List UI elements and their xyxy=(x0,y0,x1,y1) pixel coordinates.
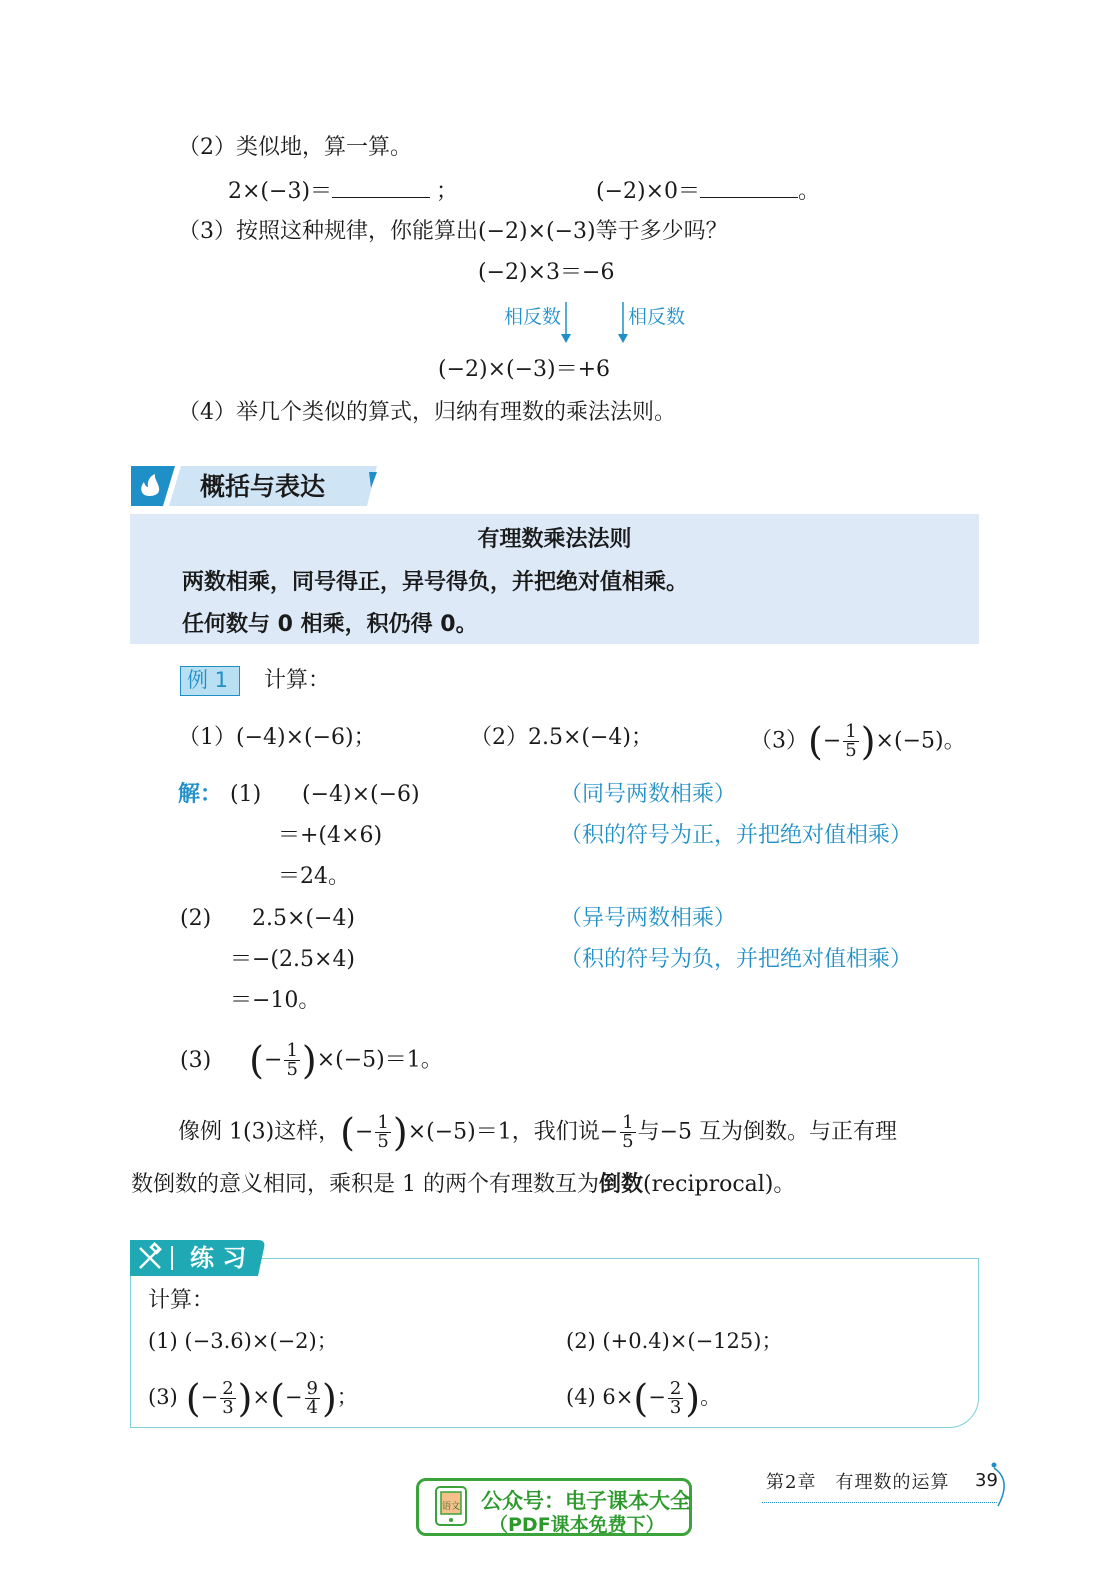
solution-3-tail: ×(−5)＝1。 xyxy=(316,1047,443,1073)
rule-line-1: 两数相乘，同号得正，异号得负，并把绝对值相乘。 xyxy=(182,570,689,595)
left-paren: ( xyxy=(808,719,823,764)
fraction xyxy=(220,1380,235,1417)
practice-part-3-label: (3) xyxy=(148,1385,178,1409)
q2-a xyxy=(228,176,458,207)
q3-arrow-left-label: 相反数 xyxy=(504,306,562,328)
fraction-denominator: 3 xyxy=(669,1397,682,1418)
solution-1-note-2: （积的符号为正，并把绝对值相乘） xyxy=(560,823,913,848)
q2-b-end: 。 xyxy=(798,179,821,204)
fraction xyxy=(375,1114,390,1151)
right-paren: ) xyxy=(321,1376,337,1421)
paragraph-line-2-b: (reciprocal)。 xyxy=(643,1172,796,1197)
paragraph-part-b: ×(−5)＝1，我们说− xyxy=(407,1119,619,1145)
practice-part-2: (2) (+0.4)×(−125)； xyxy=(566,1329,783,1353)
example-part-3-label: （3） xyxy=(750,728,808,754)
fraction-denominator: 5 xyxy=(845,740,857,761)
solution-1-line-3: ＝24。 xyxy=(278,864,350,889)
minus-sign: − xyxy=(822,728,842,754)
footer-divider xyxy=(762,1502,997,1503)
q2-b xyxy=(596,176,820,207)
minus-sign: − xyxy=(354,1119,374,1145)
q2-b-expr: (−2)×0＝ xyxy=(596,179,701,204)
fraction-denominator: 5 xyxy=(377,1131,389,1152)
q4-label: （4）举几个类似的算式，归纳有理数的乘法法则。 xyxy=(178,400,676,425)
practice-part-4-end: 。 xyxy=(700,1385,722,1409)
rule-box xyxy=(130,514,979,644)
example-part-3-tail: ×(−5)。 xyxy=(875,728,966,754)
practice-part-1: (1) (−3.6)×(−2)； xyxy=(148,1329,338,1353)
paragraph-line-2-a: 数倒数的意义相同，乘积是 1 的两个有理数互为 xyxy=(131,1172,599,1197)
fraction-numerator: 1 xyxy=(622,1112,634,1133)
stamp-line-2: （PDF课本免费下） xyxy=(489,1514,665,1536)
left-paren: ( xyxy=(185,1376,201,1421)
left-paren: ( xyxy=(249,1038,264,1083)
left-paren: ( xyxy=(633,1376,649,1421)
q2-label: （2）类似地，算一算。 xyxy=(178,135,412,160)
practice-part-3: (3) (− $\frac{2}{3}$ )×(− $\frac{9}{4}$ )； xyxy=(148,1376,358,1421)
left-paren: ( xyxy=(340,1110,355,1155)
q3-label: （3）按照这种规律，你能算出(−2)×(−3)等于多少吗？ xyxy=(178,219,728,244)
practice-prompt: 计算： xyxy=(148,1288,215,1313)
paragraph-line-1 xyxy=(178,1110,898,1155)
q3-eq-bottom: (−2)×(−3)＝+6 xyxy=(438,357,611,382)
page-corner-arc-icon xyxy=(990,1462,1016,1508)
fraction xyxy=(668,1380,683,1417)
fraction-numerator: 9 xyxy=(306,1378,318,1399)
practice-tab-label: 练 习 xyxy=(190,1244,247,1272)
stamp-icon-text: 语文 xyxy=(441,1502,461,1512)
minus-sign: − xyxy=(284,1385,303,1409)
paragraph-part-a: 像例 1(3)这样， xyxy=(178,1119,341,1145)
fraction-numerator: 2 xyxy=(669,1378,682,1399)
page-number: 39 xyxy=(975,1470,998,1491)
q3-eq-top: (−2)×3＝−6 xyxy=(478,260,615,285)
q3-arrow-right-label: 相反数 xyxy=(628,306,686,328)
example-tag: 例 1 xyxy=(180,666,240,696)
fraction xyxy=(843,723,858,760)
practice-part-3-end: ； xyxy=(336,1385,358,1409)
down-arrow-icon xyxy=(617,300,629,344)
example-part-1: （1）(−4)×(−6)； xyxy=(178,725,376,750)
fraction xyxy=(305,1380,320,1417)
solution-1-line-2: ＝+(4×6) xyxy=(278,823,383,848)
solution-2-line-3: ＝−10。 xyxy=(230,988,321,1013)
fraction-numerator: 1 xyxy=(377,1112,389,1133)
practice-part-4-label: (4) 6× xyxy=(566,1385,634,1409)
solution-1-label: (1) xyxy=(230,782,262,807)
q2-a-expr: 2×(−3)＝ xyxy=(228,179,333,204)
paragraph-line-2 xyxy=(131,1170,795,1200)
q2-a-blank[interactable] xyxy=(332,176,430,198)
rule-line-2: 任何数与 0 相乘，积仍得 0。 xyxy=(182,612,478,637)
minus-sign: − xyxy=(200,1385,219,1409)
example-prompt: 计算： xyxy=(264,668,331,693)
right-paren: ) xyxy=(301,1038,317,1083)
minus-sign: − xyxy=(264,1047,283,1073)
footer-chapter: 第2章 有理数的运算 xyxy=(766,1472,950,1493)
solution-3 xyxy=(180,1038,443,1083)
rule-title: 有理数乘法法则 xyxy=(477,527,632,552)
paragraph-part-c: 与−5 互为倒数。与正有理 xyxy=(637,1119,898,1145)
fraction-denominator: 3 xyxy=(222,1397,234,1418)
q2-b-blank[interactable] xyxy=(700,176,798,198)
fraction-denominator: 4 xyxy=(306,1397,318,1418)
book-phone-icon xyxy=(429,1485,475,1531)
fraction-numerator: 1 xyxy=(845,721,857,742)
solution-3-label: (3) xyxy=(180,1047,212,1073)
stamp-line-1: 公众号：电子课本大全 xyxy=(481,1489,691,1513)
solution-1-note-1: （同号两数相乘） xyxy=(560,782,737,807)
down-arrow-icon xyxy=(560,300,572,344)
solution-2-label: (2) xyxy=(180,906,212,931)
right-paren: ) xyxy=(685,1376,701,1421)
fraction-denominator: 5 xyxy=(622,1131,634,1152)
solution-2-note-2: （积的符号为负，并把绝对值相乘） xyxy=(560,947,913,972)
right-paren: ) xyxy=(237,1376,253,1421)
fraction-numerator: 2 xyxy=(222,1378,234,1399)
minus-sign: − xyxy=(648,1385,666,1409)
wechat-stamp xyxy=(416,1478,692,1536)
solution-label: 解： xyxy=(178,782,223,807)
right-paren: ) xyxy=(392,1110,408,1155)
right-paren: ) xyxy=(860,719,876,764)
example-part-2: （2）2.5×(−4)； xyxy=(470,725,654,750)
section-title: 概括与表达 xyxy=(200,472,326,501)
solution-1-line-1: (−4)×(−6) xyxy=(302,782,420,807)
term-reciprocal: 倒数 xyxy=(599,1172,644,1197)
solution-2-line-2: ＝−(2.5×4) xyxy=(230,947,356,972)
solution-2-note-1: （异号两数相乘） xyxy=(560,906,737,931)
practice-part-4 xyxy=(566,1376,722,1421)
fraction xyxy=(284,1042,299,1079)
fraction-denominator: 5 xyxy=(286,1059,298,1080)
q2-a-end: ； xyxy=(436,179,459,204)
left-paren: ( xyxy=(270,1376,285,1421)
fraction xyxy=(620,1114,635,1151)
example-part-3 xyxy=(750,719,966,764)
solution-2-line-1: 2.5×(−4) xyxy=(252,906,356,931)
fraction-numerator: 1 xyxy=(286,1040,298,1061)
